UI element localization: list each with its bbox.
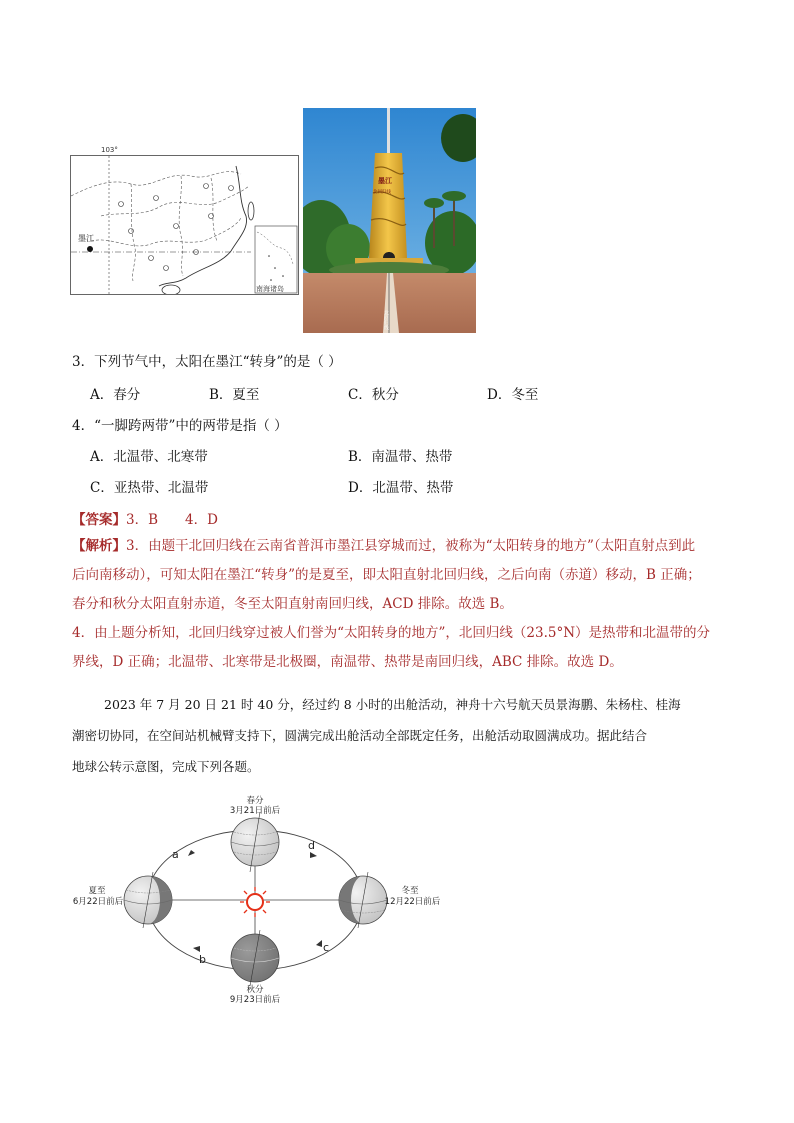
q3-option-d: D．冬至 [487, 387, 539, 403]
tower-text-top: 墨江 [378, 176, 392, 185]
intro-passage [72, 689, 737, 782]
question-3-stem: 3．下列节气中，太阳在墨江“转身”的是（ ） [72, 354, 342, 370]
photo-drawing [303, 108, 476, 333]
q3-option-c: C．秋分 [348, 387, 399, 403]
earth-revolution-diagram [60, 790, 460, 1010]
tropic-monument-photo [303, 108, 476, 333]
intro-line-2: 潮密切协同，在空间站机械臂支持下，圆满完成出舱活动全部既定任务，出舱活动取圆满成功。据此结合 [72, 728, 648, 743]
label-arrow-c: c [323, 941, 330, 954]
analysis-label: 【解析】 [72, 538, 126, 554]
label-winter-date: 12月22日前后 [384, 897, 441, 907]
globe-autumn-equinox [231, 930, 279, 986]
label-summer-name: 夏至 [88, 886, 106, 896]
longitude-label: 103° [101, 146, 118, 154]
china-map [70, 155, 299, 295]
answer-block [72, 508, 218, 528]
analysis-line-2: 后向南移动），可知太阳在墨江“转身”的是夏至，即太阳直射北回归线，之后向南（赤道）移动，B 正确； [72, 567, 701, 583]
arrow-c-icon [316, 940, 322, 947]
label-arrow-a: a [172, 848, 179, 861]
label-spring-date: 3月21日前后 [229, 806, 281, 816]
label-arrow-b: b [199, 953, 206, 966]
label-arrow-d: d [308, 839, 315, 852]
answer-label: 【答案】 [72, 512, 126, 528]
label-winter-name: 冬至 [401, 886, 419, 896]
q3-option-b: B．夏至 [209, 387, 260, 403]
q4-option-b: B．南温带、热带 [348, 449, 453, 465]
globe-summer-solstice [124, 872, 172, 928]
analysis-text-1: 3．由题干北回归线在云南省普洱市墨江县穿城而过，被称为“太阳转身的地方”（太阳直射点到此 [126, 538, 696, 554]
analysis-block [72, 532, 732, 677]
tower-text-mid: 北回归线 [373, 190, 391, 195]
label-autumn-date: 9月23日前后 [229, 995, 281, 1005]
mojiang-label: 墨江 [78, 234, 94, 243]
analysis-line-5: 界线，D 正确；北温带、北寒带是北极圈，南温带、热带是南回归线，ABC 排除。故选 D。 [72, 654, 623, 670]
arrow-a-icon [188, 850, 195, 856]
intro-line-1: 2023 年 7 月 20 日 21 时 40 分，经过约 8 小时的出舱活动，神舟十六号航天员景海鹏、朱杨柱、桂海 [104, 697, 681, 712]
label-summer-date: 6月22日前后 [72, 897, 124, 907]
arrow-d-icon [310, 852, 317, 858]
label-autumn-name: 秋分 [246, 985, 264, 995]
q4-option-d: D．北温带、热带 [348, 480, 454, 496]
q4-option-a: A．北温带、北寒带 [90, 449, 208, 465]
inset-label: 南海诸岛 [256, 285, 284, 293]
mojiang-dot [87, 246, 93, 252]
intro-line-3: 地球公转示意图，完成下列各题。 [72, 759, 260, 774]
analysis-line-4: 4．由上题分析知，北回归线穿过被人们誉为“太阳转身的地方”，北回归线（23.5°N）是热带和北温带的分 [72, 625, 711, 641]
label-spring-name: 春分 [246, 796, 264, 806]
globe-spring-equinox [231, 812, 279, 872]
answer-text: 3．B 4．D [126, 512, 218, 528]
analysis-line-3: 春分和秋分太阳直射赤道，冬至太阳直射南回归线，ACD 排除。故选 B。 [72, 596, 513, 612]
plaque-text: 北回归线 [383, 310, 389, 330]
analysis-line-1 [72, 532, 732, 561]
q3-option-a: A．春分 [90, 387, 141, 403]
question-4-stem: 4．“一脚跨两带”中的两带是指（ ） [72, 418, 288, 434]
q4-option-c: C．亚热带、北温带 [90, 480, 209, 496]
map-drawing [71, 156, 298, 294]
arrow-b-icon [193, 946, 200, 952]
